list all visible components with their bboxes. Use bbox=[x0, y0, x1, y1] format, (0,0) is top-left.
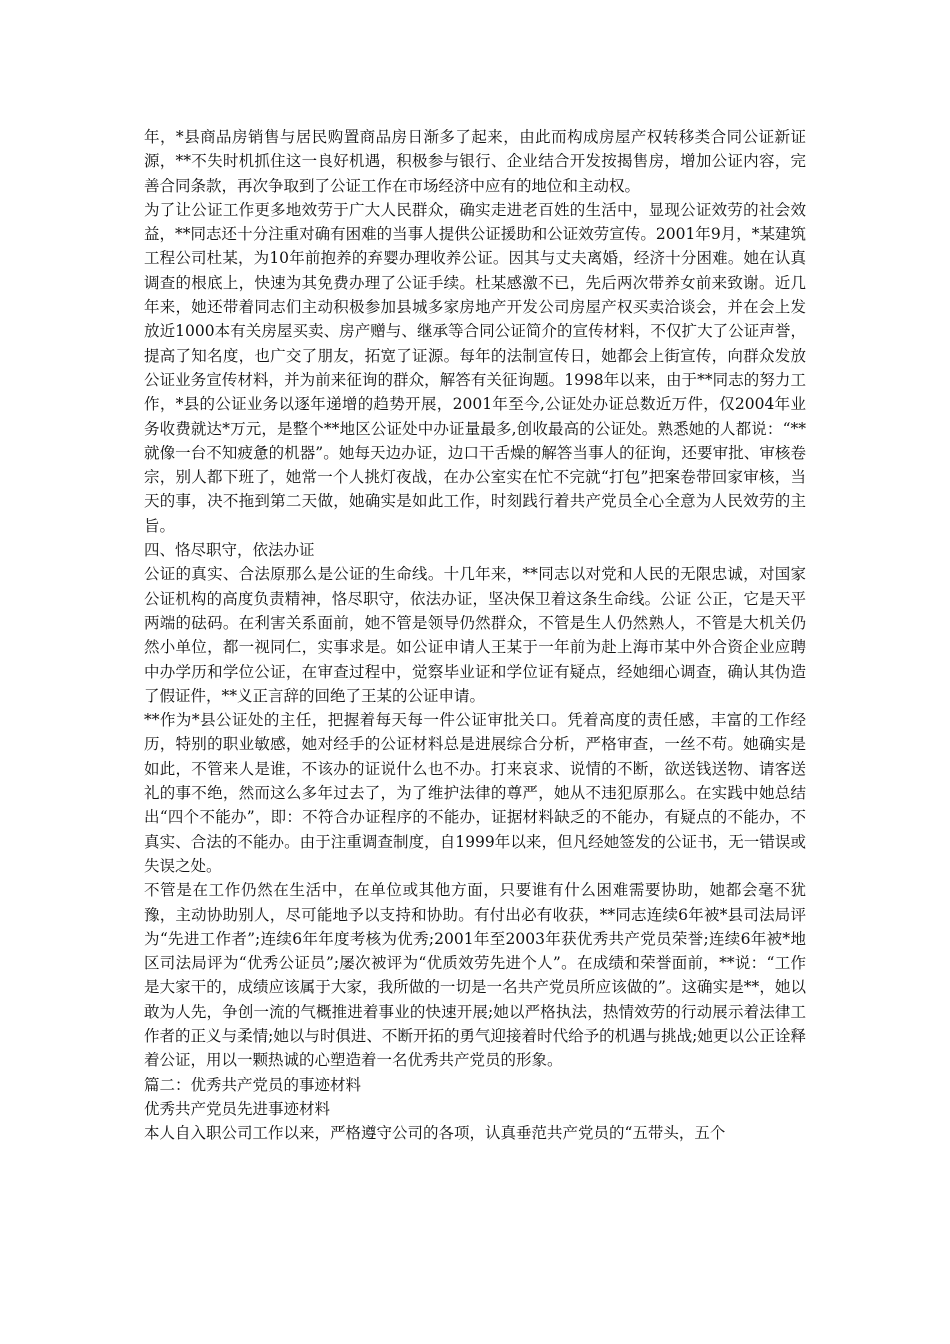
paragraph-housing-notary: 年，*县商品房销售与居民购置商品房日渐多了起来，由此而构成房屋产权转移类合同公证新证源，**不失时机抓住这一良好机遇，积极参与银行、企业结合开发按揭售房，增加公证内容，完善合同条款，再次争取到了公证工作在市场经济中应有的地位和主动权。 bbox=[144, 128, 806, 195]
document-page bbox=[144, 125, 806, 1145]
paragraph-public-service: 为了让公证工作更多地效劳于广大人民群众，确实走进老百姓的生活中，显现公证效劳的社会效益，**同志还十分注重对确有困难的当事人提供公证援助和公证效劳宣传。2001年9月，*某建筑工程公司杜某，为10年前抱养的弃婴办理收养公证。因其与丈夫离婚，经济十分困难。她在认真调查的根底上，快速为其免费办理了公证手续。杜某感激不已，先后两次带养女前来致谢。近几年来，她还带着同志们主动积极参加县城多家房地产开发公司房屋产权买卖洽谈会，并在会上发放近1000本有关房屋买卖、房产赠与、继承等合同公证简介的宣传材料，不仅扩大了公证声誉，提高了知名度，也广交了朋友，拓宽了证源。每年的法制宣传日，她都会上街宣传，向群众发放公证业务宣传材料，并为前来征询的群众，解答有关征询题。1998年以来，由于**同志的努力工作，*县的公证业务以逐年递增的趋势开展，2001年至今,公证处办证总数近万件，仅2004年业务收费就达*万元，是整个**地区公证处中办证量最多,创收最高的公证处。熟悉她的人都说：“**就像一台不知疲惫的机器”。她每天边办证，边口干舌燥的解答当事人的征询，还要审批、审核卷宗，别人都下班了，她常一个人挑灯夜战，在办公室实在忙不完就“打包”把案卷带回家审核，当天的事，决不拖到第二天做，她确实是如此工作，时刻践行着共产党员全心全意为人民效劳的主旨。 bbox=[144, 200, 806, 535]
chapter-heading-2: 篇二：优秀共产党员的事迹材料 bbox=[144, 1075, 362, 1094]
paragraph-intro-partial: 本人自入职公司工作以来，严格遵守公司的各项，认真垂范共产党员的“五带头，五个 bbox=[144, 1124, 726, 1143]
section-heading-4: 四、恪尽职守，依法办证 bbox=[144, 541, 315, 560]
paragraph-honors: 不管是在工作仍然在生活中，在单位或其他方面，只要谁有什么困难需要协助，她都会毫不犹豫，主动协助别人，尽可能地予以支持和协助。有付出必有收获，**同志连续6年被*县司法局评为“先进工作者”;连续6年年度考核为优秀;2001年至2003年获优秀共产党员荣誉;连续6年被*地区司法局评为“优秀公证员”;屡次被评为“优质效劳先进个人”。在成绩和荣誉面前，**说：“工作是大家干的，成绩应该属于大家，我所做的一切是一名共产党员所应该做的”。这确实是**，她以敢为人先，争创一流的气概推进着事业的快速开展;她以严格执法，热情效劳的行动展示着法律工作者的正义与柔情;她以与时俱进、不断开拓的勇气迎接着时代给予的机遇与挑战;她更以公正诠释着公证，用以一颗热诚的心塑造着一名优秀共产党员的形象。 bbox=[144, 881, 806, 1070]
paragraph-lawful-notary: 公证的真实、合法原那么是公证的生命线。十几年来，**同志以对党和人民的无限忠诚，对国家公证机构的高度负责精神，恪尽职守，依法办证，坚决保卫着这条生命线。公证 公正，它是天平两端的砝码。在利害关系面前，她不管是领导仍然群众，不管是生人仍然熟人，不管是大机关仍然小单位，都一视同仁，实事求是。如公证申请人王某于一年前为赴上海市某中外合资企业应聘中办学历和学位公证，在审查过程中，觉察毕业证和学位证有疑点，经她细心调查，确认其伪造了假证件，**义正言辞的回绝了王某的公证申请。 bbox=[144, 565, 806, 705]
subtitle-heading: 优秀共产党员先进事迹材料 bbox=[144, 1099, 331, 1118]
paragraph-director-review: **作为*县公证处的主任，把握着每天每一件公证审批关口。凭着高度的责任感，丰富的工作经历，特别的职业敏感，她对经手的公证材料总是进展综合分析，严格审查，一丝不苟。她确实是如此，不管来人是谁，不该办的证说什么也不办。打来哀求、说情的不断，欲送钱送物、请客送礼的事不绝，然而这么多年过去了，为了维护法律的尊严，她从不违犯原那么。在实践中她总结出“四个不能办”，即：不符合办证程序的不能办，证据材料缺乏的不能办，有疑点的不能办，不真实、合法的不能办。由于注重调查制度，自1999年以来，但凡经她签发的公证书，无一错误或失误之处。 bbox=[144, 711, 806, 875]
